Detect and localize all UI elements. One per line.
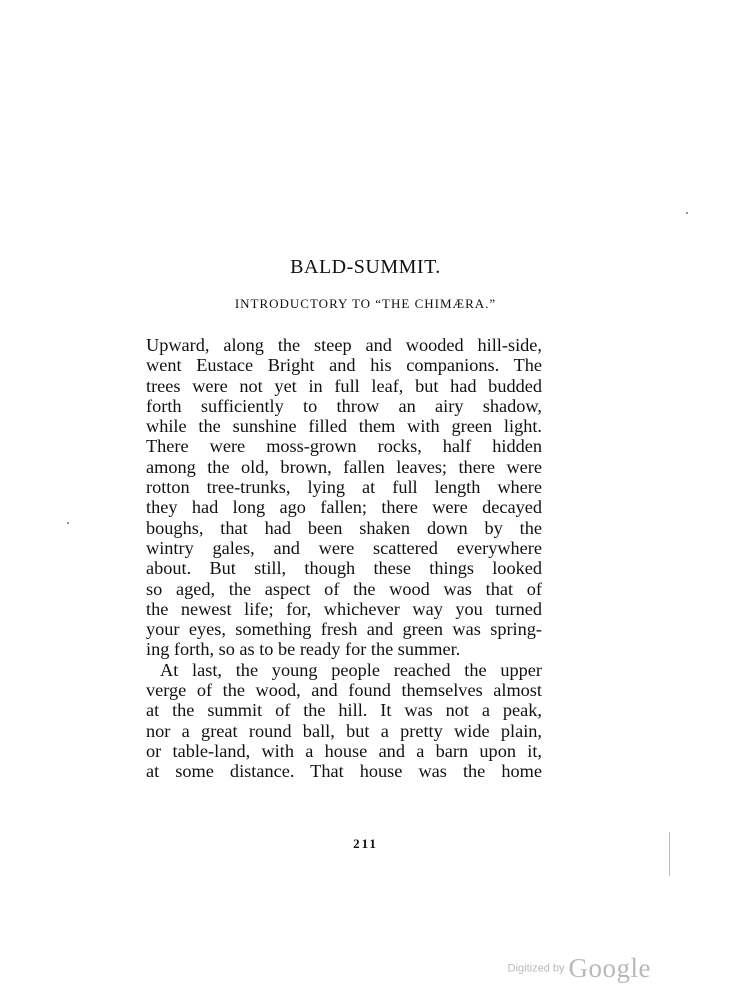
text-line: There were moss-grown rocks, half hidden bbox=[146, 436, 542, 457]
text-line: or table-land, with a house and a barn upon it, bbox=[146, 740, 542, 761]
text-line: your eyes, something fresh and green was spring- bbox=[146, 619, 542, 640]
text-line: at some distance. That house was the home bbox=[146, 761, 542, 782]
text-line: went Eustace Bright and his companions. The bbox=[146, 355, 542, 376]
text-line: verge of the wood, and found themselves almost bbox=[146, 680, 542, 701]
digitized-by-watermark bbox=[508, 953, 651, 984]
text-line: so aged, the aspect of the wood was that of bbox=[146, 578, 542, 599]
google-logo: Google bbox=[568, 953, 651, 983]
text-line: ing forth, so as to be ready for the summer. bbox=[146, 639, 461, 660]
text-line: At last, the young people reached the upper bbox=[160, 659, 542, 680]
chapter-subtitle: INTRODUCTORY TO “THE CHIMÆRA.” bbox=[234, 296, 497, 311]
watermark-prefix: Digitized by bbox=[507, 962, 565, 975]
text-line: wintry gales, and were scattered everywhere bbox=[146, 537, 542, 558]
text-line: about. But still, though these things looked bbox=[146, 558, 542, 579]
text-line: while the sunshine filled them with green light. bbox=[146, 416, 542, 437]
text-line: at the summit of the hill. It was not a peak, bbox=[146, 700, 542, 721]
text-line: the newest life; for, whichever way you turned bbox=[146, 598, 542, 619]
text-line: they had long ago fallen; there were decayed bbox=[146, 497, 542, 518]
text-line: trees were not yet in full leaf, but had budded bbox=[146, 375, 542, 396]
text-line: boughs, that had been shaken down by the bbox=[146, 517, 542, 538]
scan-speck bbox=[67, 522, 69, 524]
text-line: rotton tree-trunks, lying at full length where bbox=[146, 477, 542, 498]
scan-speck bbox=[669, 832, 670, 876]
chapter-title: BALD-SUMMIT. bbox=[290, 256, 441, 278]
page-number: 211 bbox=[353, 836, 378, 851]
body-text bbox=[146, 335, 542, 782]
text-line: forth sufficiently to throw an airy shadow, bbox=[146, 395, 542, 416]
text-line: nor a great round ball, but a pretty wide plain, bbox=[146, 720, 542, 741]
text-line: among the old, brown, fallen leaves; there were bbox=[146, 456, 542, 477]
scan-speck bbox=[686, 212, 688, 214]
text-line: Upward, along the steep and wooded hill-side, bbox=[146, 335, 542, 355]
